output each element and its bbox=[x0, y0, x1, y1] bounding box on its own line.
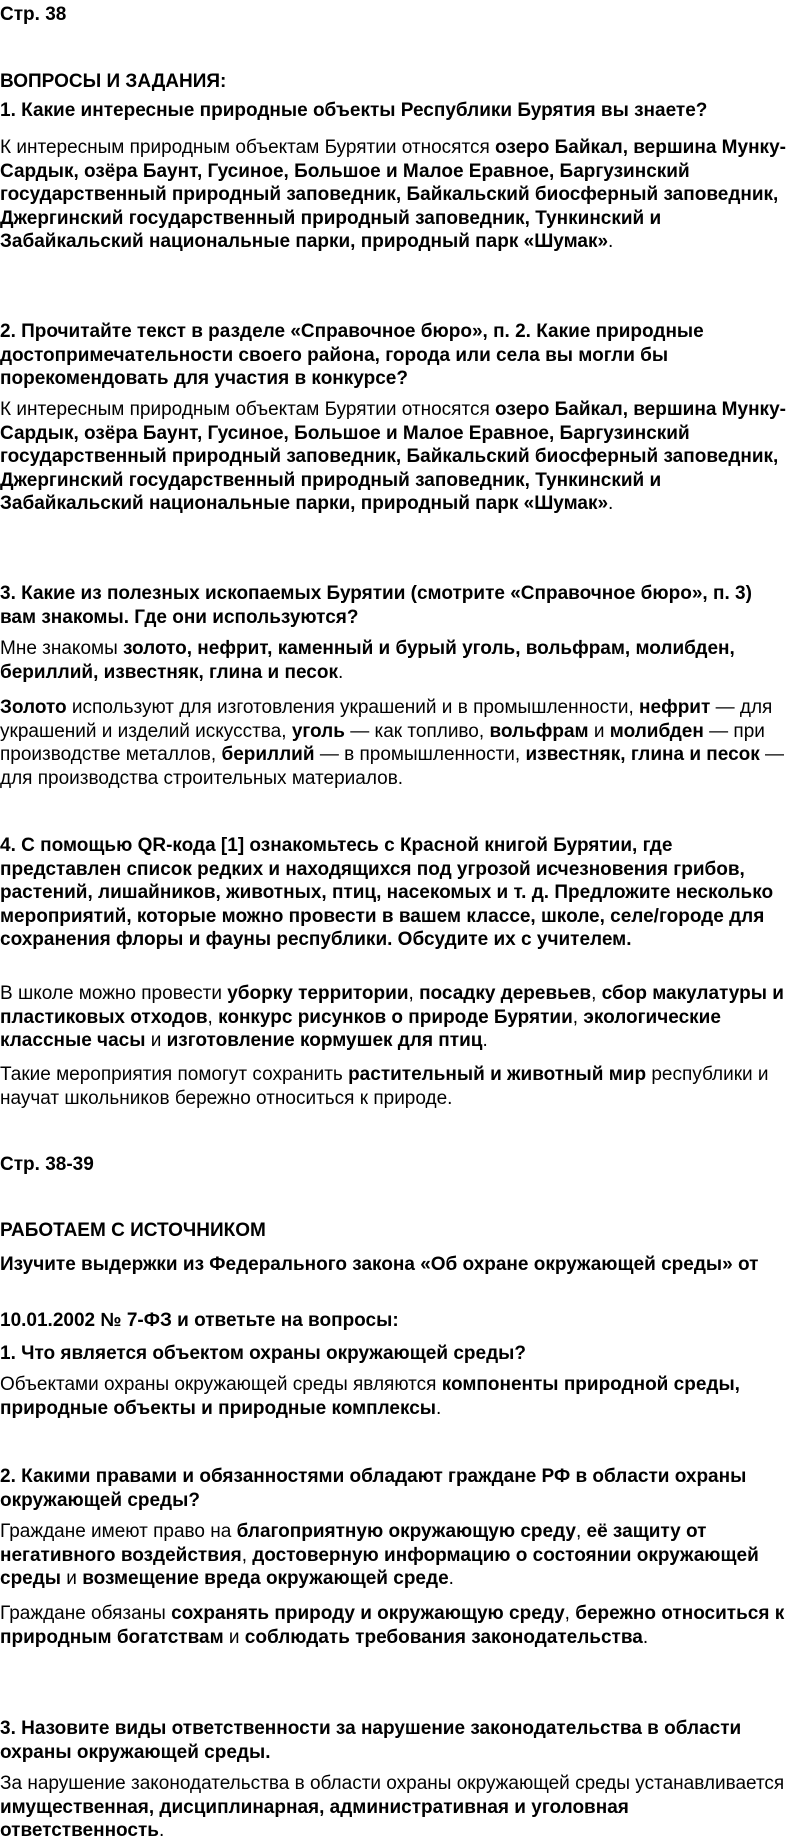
answer-run: К интересным природным объектам Бурятии относятся bbox=[0, 137, 496, 158]
answer-run: . bbox=[482, 1030, 488, 1051]
answer-paragraph bbox=[0, 637, 790, 684]
answer-run: и bbox=[223, 1626, 245, 1648]
answer-bold-run: бережно относиться к природным богатствам bbox=[0, 1603, 785, 1648]
answer-run: — для производства строительных материалов. bbox=[0, 744, 785, 789]
answer-run: В школе можно провести bbox=[0, 983, 228, 1004]
page-label: Стр. 38 bbox=[0, 4, 67, 25]
answer-bold-run: благоприятную окружающую среду bbox=[236, 1521, 576, 1542]
answer-bold-run: уборку территории bbox=[227, 983, 409, 1004]
answer-run: и bbox=[61, 1568, 83, 1589]
page-label: Стр. 38-39 bbox=[0, 1154, 94, 1175]
section-heading: РАБОТАЕМ С ИСТОЧНИКОМ bbox=[0, 1220, 266, 1241]
question-text: 2. Какими правами и обязанностями обладают граждане РФ в области охраны окружающей среды? bbox=[0, 1466, 747, 1511]
question-text: 1. Что является объектом охраны окружающей среды? bbox=[0, 1343, 526, 1364]
answer-run: К интересным природным объектам Бурятии относятся bbox=[0, 399, 496, 420]
answer-run: и bbox=[145, 1030, 167, 1051]
answer-run: , bbox=[241, 1544, 253, 1566]
answer-run: Такие мероприятия помогут сохранить bbox=[0, 1064, 349, 1085]
answer-run: , bbox=[575, 1521, 587, 1542]
answer-paragraph bbox=[0, 1520, 790, 1591]
answer-paragraph bbox=[0, 136, 790, 254]
answer-bold-run: сбор макулатуры и пластиковых отходов bbox=[0, 983, 784, 1028]
answer-paragraph bbox=[0, 1373, 790, 1420]
answer-run: , bbox=[207, 1006, 219, 1028]
answer-bold-run: известняк, глина и песок bbox=[525, 744, 760, 765]
question-text: 1. Какие интересные природные объекты Республики Бурятия вы знаете? bbox=[0, 100, 708, 121]
answer-run: За нарушение законодательства в области охраны окружающей среды устанавливается bbox=[0, 1773, 785, 1794]
answer-run: — как топливо, bbox=[344, 720, 490, 742]
answer-run: , bbox=[564, 1603, 576, 1624]
answer-bold-run: озеро Байкал, вершина Мунку-Сардык, озёра Баунт, Гусиное, Большое и Малое Еравное, Баргузинский государственный природный заповедник, Байкальский биосферный заповедник, Джергинский государственный природный заповедник, Тункинский и Забайкальский национальные парки, природный парк «Шумак» bbox=[0, 137, 786, 252]
answer-run: . bbox=[642, 1626, 649, 1648]
answer-run: Граждане имеют право на bbox=[0, 1521, 237, 1542]
answer-paragraph bbox=[0, 696, 790, 790]
answer-bold-run: молибден bbox=[609, 720, 704, 742]
answer-paragraph bbox=[0, 1063, 790, 1110]
answer-bold-run: бериллий bbox=[221, 744, 315, 765]
answer-run: , bbox=[408, 983, 420, 1004]
answer-run: — при производстве металлов, bbox=[0, 720, 765, 765]
answer-bold-run: её защиту от негативного воздействия bbox=[0, 1521, 707, 1566]
answer-bold-run: экологические классные часы bbox=[0, 1006, 721, 1051]
answer-paragraph bbox=[0, 982, 790, 1053]
answer-bold-run: нефрит bbox=[639, 697, 711, 718]
question-text: 3. Назовите виды ответственности за нарушение законодательства в области охраны окружающей среды. bbox=[0, 1718, 742, 1763]
answer-run: . bbox=[436, 1397, 442, 1419]
answer-run: , bbox=[591, 983, 602, 1004]
answer-run: . bbox=[608, 493, 614, 514]
answer-run: республики и научат школьников бережно относиться к природе. bbox=[0, 1064, 769, 1109]
answer-run: — в промышленности, bbox=[314, 744, 526, 765]
answer-bold-run: компоненты природной среды, природные объекты и природные комплексы bbox=[0, 1374, 740, 1419]
answer-run: Мне знакомы bbox=[0, 638, 124, 659]
answer-run: . bbox=[448, 1568, 454, 1589]
answer-bold-run: соблюдать требования законодательства bbox=[244, 1626, 643, 1648]
answer-bold-run: золото, нефрит, каменный и бурый уголь, вольфрам, молибден, бериллий, известняк, глина и песок bbox=[0, 638, 735, 683]
answer-run: . bbox=[337, 661, 344, 683]
answer-bold-run: Золото bbox=[0, 697, 67, 718]
answer-bold-run: изготовление кормушек для птиц bbox=[166, 1030, 483, 1051]
answer-paragraph bbox=[0, 1602, 790, 1649]
answer-bold-run: имущественная, дисциплинарная, административная и уголовная ответственность bbox=[0, 1796, 629, 1841]
intro-text: 10.01.2002 № 7-ФЗ и ответьте на вопросы: bbox=[0, 1310, 399, 1331]
answer-bold-run: сохранять природу и окружающую среду bbox=[171, 1603, 565, 1624]
answer-run: используют для изготовления украшений и в промышленности, bbox=[66, 697, 640, 718]
answer-bold-run: уголь bbox=[291, 720, 345, 742]
answer-run: и bbox=[588, 720, 610, 742]
answer-bold-run: посадку деревьев bbox=[419, 983, 592, 1004]
answer-run: . bbox=[158, 1820, 165, 1841]
answer-paragraph bbox=[0, 398, 790, 516]
answer-bold-run: возмещение вреда окружающей среде bbox=[82, 1568, 449, 1589]
section-heading: ВОПРОСЫ И ЗАДАНИЯ: bbox=[0, 71, 227, 92]
answer-bold-run: озеро Байкал, вершина Мунку-Сардык, озёра Баунт, Гусиное, Большое и Малое Еравное, Баргузинский государственный природный заповедник, Байкальский биосферный заповедник, Джергинский государственный природный заповедник, Тункинский и Забайкальский национальные парки, природный парк «Шумак» bbox=[0, 399, 786, 514]
answer-bold-run: конкурс рисунков о природе Бурятии bbox=[218, 1006, 573, 1028]
answer-bold-run: вольфрам bbox=[489, 720, 589, 742]
question-text: 4. С помощью QR-кода [1] ознакомьтесь с Красной книгой Бурятии, где представлен список редких и находящихся под угрозой исчезновения грибов, растений, лишайников, животных, птиц, насекомых и т. д. Предложите несколько мероприятий, которые можно провести в вашем классе, школе, селе/городе для сохранения флоры и фауны республики. Обсудите их с учителем. bbox=[0, 835, 774, 950]
answer-bold-run: растительный и животный мир bbox=[348, 1064, 647, 1085]
question-text: 2. Прочитайте текст в разделе «Справочное бюро», п. 2. Какие природные достопримечательности своего района, города или села вы могли бы порекомендовать для участия в конкурсе? bbox=[0, 321, 704, 389]
answer-run: — для украшений и изделий искусства, bbox=[0, 697, 773, 742]
question-text: 3. Какие из полезных ископаемых Бурятии (смотрите «Справочное бюро», п. 3) вам знакомы. Где они используются? bbox=[0, 583, 752, 628]
answer-run: . bbox=[608, 231, 614, 252]
answer-bold-run: достоверную информацию о состоянии окружающей среды bbox=[0, 1544, 759, 1589]
answer-run: Граждане обязаны bbox=[0, 1603, 172, 1624]
answer-run: , bbox=[572, 1006, 584, 1028]
intro-text: Изучите выдержки из Федерального закона «Об охране окружающей среды» от bbox=[0, 1254, 759, 1275]
answer-run: Объектами охраны окружающей среды являются bbox=[0, 1374, 442, 1395]
answer-paragraph bbox=[0, 1772, 790, 1843]
